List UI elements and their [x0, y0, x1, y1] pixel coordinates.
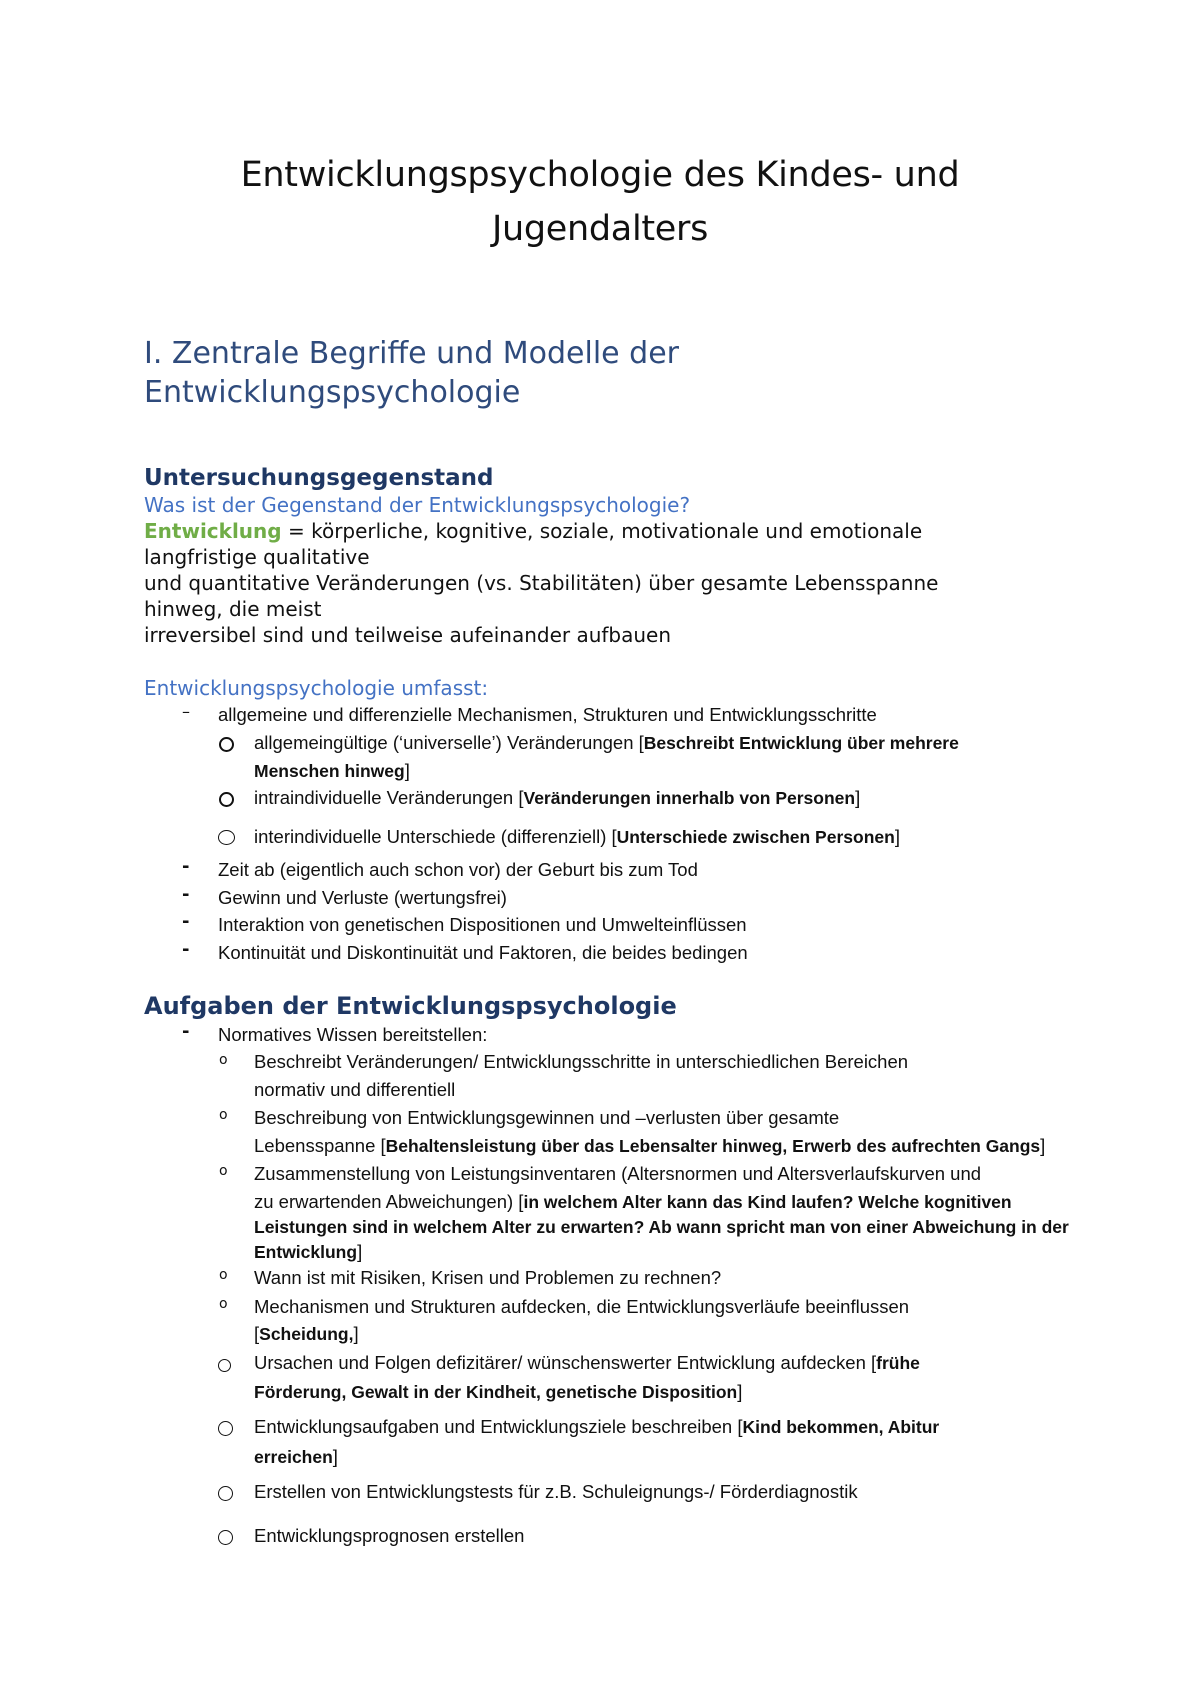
list-item: allgemeine und differenzielle Mechanismen, Strukturen und Entwicklungsschritte: [218, 704, 877, 725]
list-item: Beschreibung von Entwicklungsgewinnen und –verlusten über gesamte: [254, 1107, 840, 1128]
list-marker-small-circle: o: [219, 1107, 228, 1123]
list-item: Interaktion von genetischen Dispositionen und Umwelteinflüssen: [218, 914, 747, 935]
list-item: Gewinn und Verluste (wertungsfrei): [218, 887, 507, 908]
scope-label: Entwicklungspsychologie umfasst:: [144, 676, 489, 700]
list-item: Beschreibt Veränderungen/ Entwicklungsschritte in unterschiedlichen Bereichen: [254, 1051, 909, 1072]
section-question: Was ist der Gegenstand der Entwicklungspsychologie?: [144, 493, 691, 517]
list-item: Entwicklungsprognosen erstellen: [254, 1525, 525, 1546]
document-title: [160, 148, 1040, 256]
list-marker-dash: -: [182, 856, 190, 877]
list-item-continuation: erreichen]: [254, 1446, 338, 1467]
list-item: Zusammenstellung von Leistungsinventaren (Altersnormen und Altersverlaufskurven und: [254, 1163, 982, 1184]
list-item: allgemeingültige (‘universelle’) Veränderungen [Beschreibt Entwicklung über mehrere: [254, 732, 959, 753]
definition-line-4: hinweg, die meist: [144, 597, 322, 621]
list-item: Wann ist mit Risiken, Krisen und Problemen zu rechnen?: [254, 1267, 722, 1288]
list-marker-dash: –: [182, 702, 190, 721]
section-heading-aufgaben: Aufgaben der Entwicklungspsychologie: [144, 992, 677, 1020]
list-item: Kontinuität und Diskontinuität und Faktoren, die beides bedingen: [218, 942, 748, 963]
list-item: Zeit ab (eigentlich auch schon vor) der Geburt bis zum Tod: [218, 859, 698, 880]
list-item-continuation: Entwicklung]: [254, 1241, 363, 1262]
title-line-1: Entwicklungspsychologie des Kindes- und: [240, 155, 960, 195]
list-item-continuation: Lebensspanne [Behaltensleistung über das Lebensalter hinweg, Erwerb des aufrechten Gangs]: [254, 1135, 1046, 1156]
list-marker-small-circle: o: [219, 1163, 228, 1179]
definition-line-2: langfristige qualitative: [144, 545, 370, 569]
definition-line-1: Entwicklung = körperliche, kognitive, soziale, motivationale und emotionale: [144, 519, 923, 543]
list-marker-circle: [218, 1530, 233, 1549]
chapter-heading: [144, 334, 679, 412]
list-item-continuation: normativ und differentiell: [254, 1079, 456, 1100]
list-marker-small-circle: o: [219, 1052, 228, 1068]
list-marker-circle: [218, 1357, 231, 1376]
title-line-2: Jugendalters: [491, 209, 709, 249]
list-item-continuation: zu erwartenden Abweichungen) [in welchem Alter kann das Kind laufen? Welche kognitiven: [254, 1191, 1012, 1212]
list-item: Erstellen von Entwicklungstests für z.B. Schuleignungs-/ Förderdiagnostik: [254, 1481, 858, 1502]
definition-line-5: irreversibel sind und teilweise aufeinander aufbauen: [144, 623, 672, 647]
list-marker-dash: -: [182, 939, 190, 960]
chapter-line-2: Entwicklungspsychologie: [144, 375, 521, 410]
list-item: intraindividuelle Veränderungen [Veränderungen innerhalb von Personen]: [254, 787, 861, 808]
list-item-continuation: Leistungen sind in welchem Alter zu erwarten? Ab wann spricht man von einer Abweichung in der: [254, 1217, 1069, 1237]
definition-term: Entwicklung: [144, 519, 282, 543]
list-marker-dash: -: [182, 884, 190, 905]
list-marker-dash: -: [182, 1021, 190, 1042]
chapter-line-1: I. Zentrale Begriffe und Modelle der: [144, 336, 680, 371]
list-marker-circle: [219, 792, 234, 811]
list-item: Normatives Wissen bereitstellen:: [218, 1024, 488, 1045]
list-marker-dash: -: [182, 911, 190, 932]
section-heading-untersuchungsgegenstand: Untersuchungsgegenstand: [144, 465, 494, 491]
definition-line-3: und quantitative Veränderungen (vs. Stabilitäten) über gesamte Lebensspanne: [144, 571, 939, 595]
list-item: Mechanismen und Strukturen aufdecken, die Entwicklungsverläufe beeinflussen: [254, 1296, 910, 1317]
list-item: Ursachen und Folgen defizitärer/ wünschenswerter Entwicklung aufdecken [frühe: [254, 1352, 920, 1373]
list-item-continuation: Menschen hinweg]: [254, 760, 410, 781]
list-marker-circle: [218, 1421, 233, 1440]
list-item: interindividuelle Unterschiede (differenziell) [Unterschiede zwischen Personen]: [254, 826, 900, 847]
list-item-continuation: Förderung, Gewalt in der Kindheit, genetische Disposition]: [254, 1381, 743, 1402]
list-item-continuation: [Scheidung,]: [254, 1323, 359, 1344]
list-marker-circle: [218, 1486, 233, 1505]
list-marker-small-circle: o: [219, 1296, 228, 1312]
list-marker-small-circle: o: [219, 1267, 228, 1283]
list-marker-circle: [219, 737, 234, 756]
list-marker-circle: [218, 830, 235, 849]
definition-paragraph: [144, 518, 1044, 648]
list-item: Entwicklungsaufgaben und Entwicklungsziele beschreiben [Kind bekommen, Abitur: [254, 1416, 940, 1437]
